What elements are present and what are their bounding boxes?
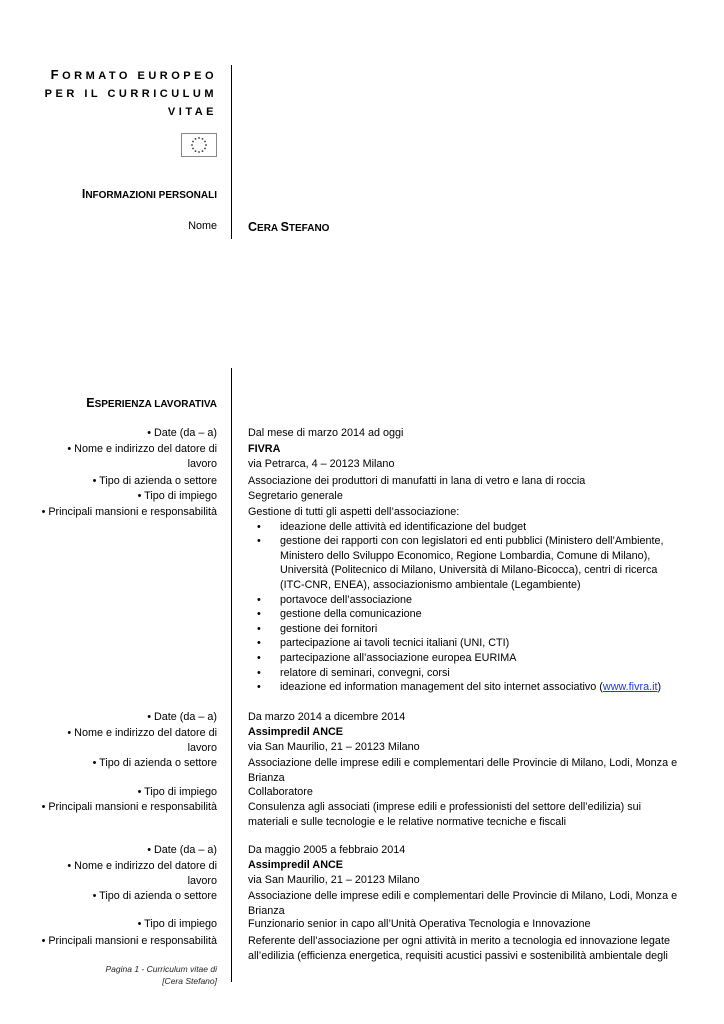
duty-item: • portavoce dell’associazione <box>248 593 678 608</box>
duties-intro: Gestione di tutti gli aspetti dell’associazione: <box>248 506 460 518</box>
sector-label: • Tipo di azienda o settore <box>92 757 217 769</box>
job-type-label: • Tipo di impiego <box>137 490 217 502</box>
duties-list <box>248 520 678 695</box>
employer-address: via San Maurilio, 21 – 20123 Milano <box>248 741 420 753</box>
employer-label: • Nome e indirizzo del datore di lavoro <box>67 860 217 887</box>
cv-format-title: FORMATO EUROPEO PER IL CURRICULUM VITAE <box>44 67 217 118</box>
entry-sector: Associazione delle imprese edili e complementari delle Provincie di Milano, Lodi, Monza e Brianza <box>248 890 678 917</box>
page-footer: Pagina 1 - Curriculum vitae di [Cera Stefano] <box>105 964 217 986</box>
job-type-label: • Tipo di impiego <box>137 918 217 930</box>
employer-address: via Petrarca, 4 – 20123 Milano <box>248 458 395 470</box>
name-label: Nome <box>188 220 217 232</box>
duties-label: • Principali mansioni e responsabilità <box>41 506 217 518</box>
date-label: • Date (da – a) <box>147 711 217 723</box>
entry-date: Da marzo 2014 a dicembre 2014 <box>248 711 406 723</box>
duty-item: • partecipazione ai tavoli tecnici italiani (UNI, CTI) <box>248 636 678 651</box>
person-name: CERA STEFANO <box>248 220 330 234</box>
duty-item: • gestione dei fornitori <box>248 622 678 637</box>
duty-item: • ideazione ed information management del sito internet associativo (www.fivra.it) <box>248 680 678 695</box>
entry-job-type: Collaboratore <box>248 786 313 798</box>
eu-flag-icon <box>181 133 217 157</box>
entry-duties <box>248 505 678 695</box>
date-label: • Date (da – a) <box>147 427 217 439</box>
employer-name: Assimpredil ANCE <box>248 726 343 738</box>
header-divider-line <box>231 65 232 239</box>
duties-label: • Principali mansioni e responsabilità <box>41 801 217 813</box>
website-link[interactable]: www.fivra.it <box>602 681 658 694</box>
entry-duties: Consulenza agli associati (imprese edili e professionisti del settore dell’edilizia) sui materiali e sulle tecnologie e le relative normative tecniche e fiscali <box>248 801 642 828</box>
entry-sector: Associazione dei produttori di manufatti in lana di vetro e lana di roccia <box>248 475 586 487</box>
date-label: • Date (da – a) <box>147 844 217 856</box>
duty-item: • partecipazione all’associazione europea EURIMA <box>248 651 678 666</box>
entry-sector: Associazione delle imprese edili e complementari delle Provincie di Milano, Lodi, Monza e Brianza <box>248 757 678 784</box>
sector-label: • Tipo di azienda o settore <box>92 890 217 902</box>
body-divider-line <box>231 368 232 982</box>
duty-item: • gestione della comunicazione <box>248 607 678 622</box>
employer-name: Assimpredil ANCE <box>248 859 343 871</box>
entry-date: Da maggio 2005 a febbraio 2014 <box>248 844 406 856</box>
entry-date: Dal mese di marzo 2014 ad oggi <box>248 427 404 439</box>
work-experience-heading: ESPERIENZA LAVORATIVA <box>86 396 217 410</box>
entry-job-type: Funzionario senior in capo all’Unità Operativa Tecnologia e Innovazione <box>248 918 591 930</box>
employer-label: • Nome e indirizzo del datore di lavoro <box>67 443 217 470</box>
employer-address: via San Maurilio, 21 – 20123 Milano <box>248 874 420 886</box>
entry-duties: Referente dell’associazione per ogni attività in merito a tecnologia ed innovazione legate all’edilizia (efficienza energetica, requisiti acustici passivi e sostenibilità ambientale degli <box>248 935 670 962</box>
entry-job-type: Segretario generale <box>248 490 343 502</box>
personal-info-heading: INFORMAZIONI PERSONALI <box>81 187 217 201</box>
duty-item: • relatore di seminari, convegni, corsi <box>248 666 678 681</box>
duties-label: • Principali mansioni e responsabilità <box>41 935 217 947</box>
duty-item: • gestione dei rapporti con con legislatori ed enti pubblici (Ministero dell’Ambiente, Ministero dello Sviluppo Economico, Regione Lombardia, Comune di Milano), Università (Politecnico di Milano, Università di Milano-Bicocca), centri di ricerca (ITC-CNR, ENEA), associazionismo ambientale (Legambiente) <box>248 534 678 592</box>
sector-label: • Tipo di azienda o settore <box>92 475 217 487</box>
employer-name: FIVRA <box>248 443 281 455</box>
duty-item: • ideazione delle attività ed identificazione del budget <box>248 520 678 535</box>
job-type-label: • Tipo di impiego <box>137 786 217 798</box>
employer-label: • Nome e indirizzo del datore di lavoro <box>67 727 217 754</box>
